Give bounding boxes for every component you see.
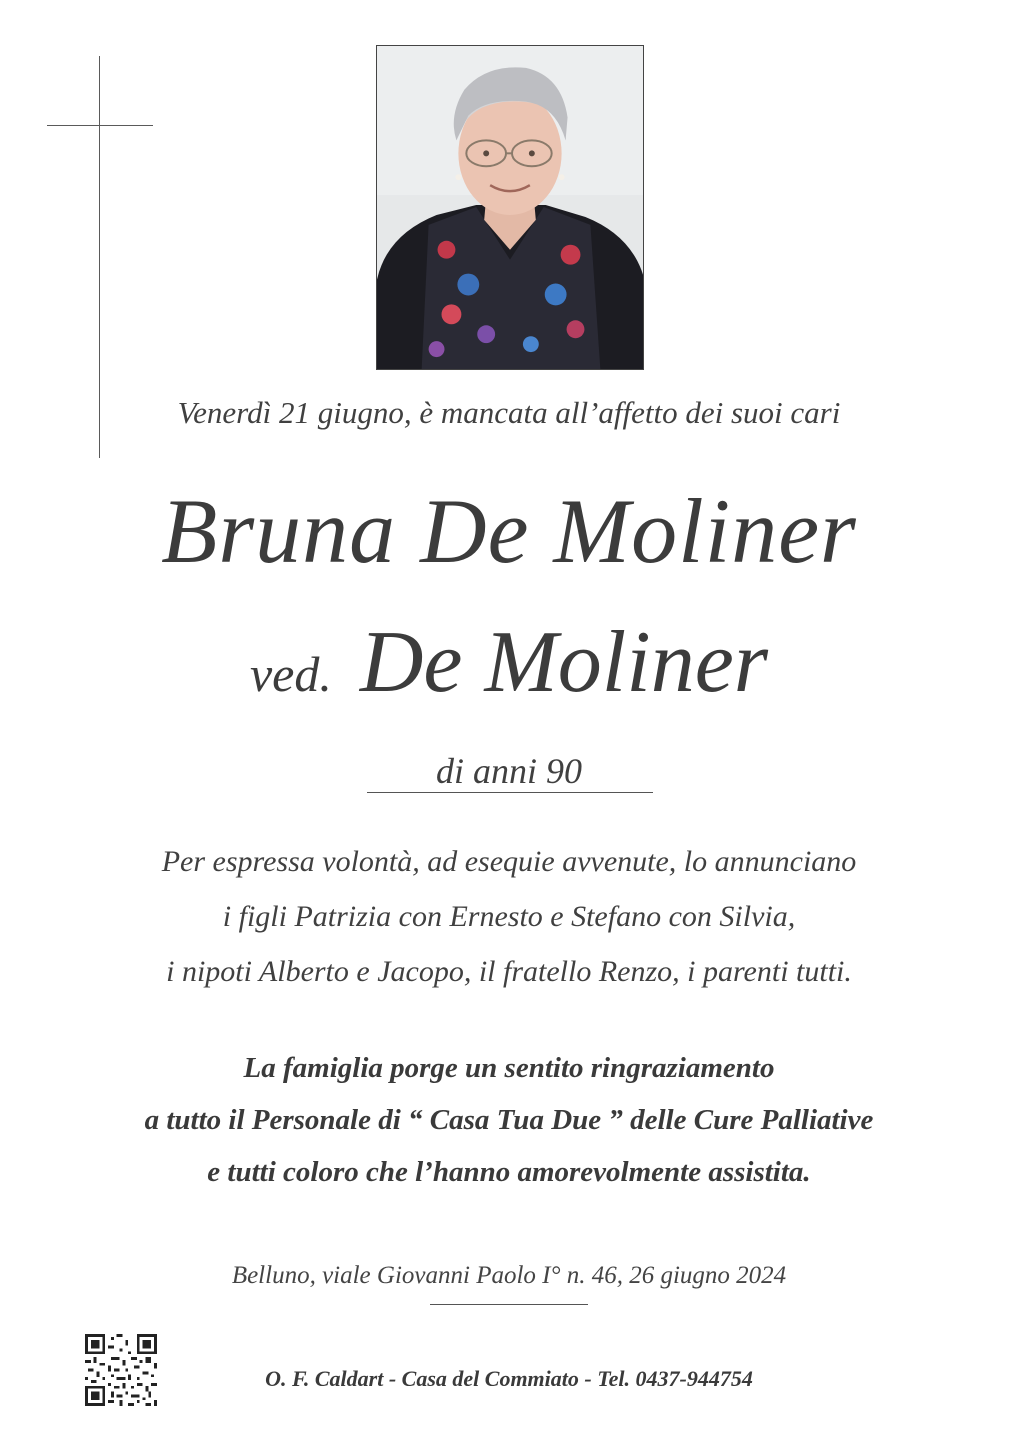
announcement-line-3: i nipoti Alberto e Jacopo, il fratello Renzo, i parenti tutti.	[166, 955, 852, 988]
age-divider	[367, 792, 653, 793]
married-name: De Moliner	[359, 614, 768, 711]
widow-prefix: ved.	[249, 646, 332, 702]
cross-horizontal-bar	[47, 125, 153, 126]
thanks-line-1: La famiglia porge un sentito ringraziamento	[243, 1052, 775, 1084]
married-name-line	[0, 612, 1018, 713]
thanks-line-2: a tutto il Personale di “ Casa Tua Due ” delle Cure Palliative	[144, 1104, 874, 1136]
deceased-name: Bruna De Moliner	[161, 480, 857, 582]
funeral-home-footer: O. F. Caldart - Casa del Commiato - Tel. 0437-944754	[265, 1366, 753, 1391]
place-and-date: Belluno, viale Giovanni Paolo I° n. 46, 26 giugno 2024	[231, 1262, 787, 1289]
age-line: di anni 90	[435, 751, 582, 791]
death-announcement-intro: Venerdì 21 giugno, è mancata all’affetto dei suoi cari	[177, 395, 841, 430]
thanks-line-3: e tutti coloro che l’hanno amorevolmente assistita.	[207, 1156, 811, 1188]
announcement-line-2: i figli Patrizia con Ernesto e Stefano con Silvia,	[222, 900, 796, 933]
announcement-line-1: Per espressa volontà, ad esequie avvenute, lo annunciano	[161, 845, 857, 878]
portrait-photo	[376, 45, 644, 370]
place-divider	[430, 1304, 588, 1305]
